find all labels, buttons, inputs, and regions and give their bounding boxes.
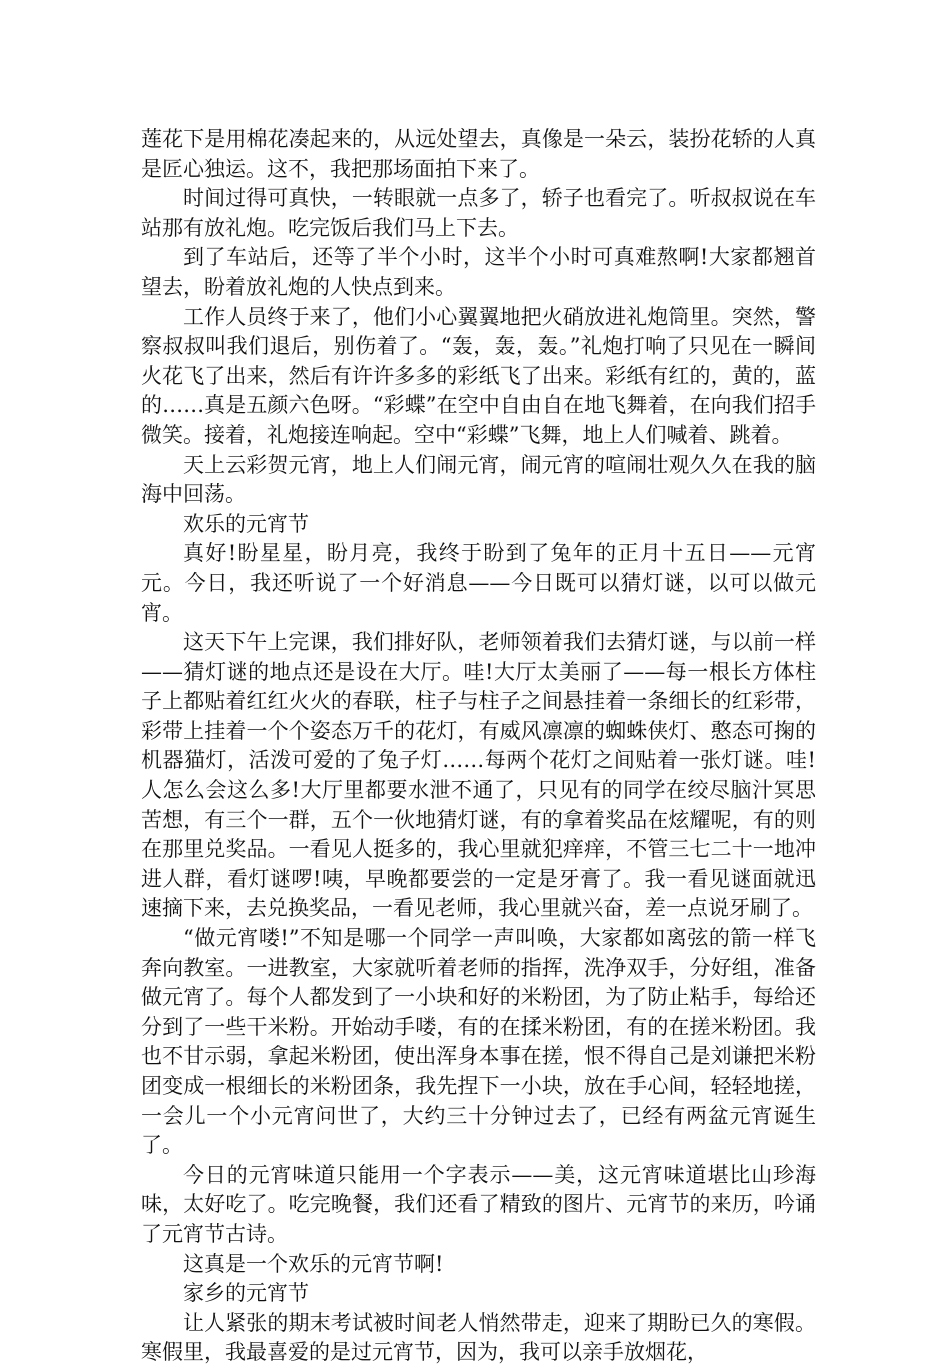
paragraph: 这天下午上完课，我们排好队，老师领着我们去猜灯谜，与以前一样——猜灯谜的地点还是设在大厅。哇!大厅太美丽了——每一根长方体柱子上都贴着红红火火的春联，柱子与柱子之间悬挂着一条细长的红彩带，彩带上挂着一个个姿态万千的花灯，有威风凛凛的蜘蛛侠灯、憨态可掬的机器猫灯，活泼可爱的了兔子灯……每两个花灯之间贴着一张灯谜。哇!人怎么会这么多!大厅里都要水泄不通了，只见有的同学在绞尽脑汁冥思苦想，有三个一群，五个一伙地猜灯谜，有的拿着奖品在炫耀呢，有的则在那里兑奖品。一看见人挺多的，我心里就犯痒痒，不管三七二十一地冲进人群，看灯谜啰!咦，早晚都要尝的一定是牙膏了。我一看见谜面就迅速摘下来，去兑换奖品，一看见老师，我心里就兴奋，差一点说牙刷了。 [141,630,816,921]
paragraph: “做元宵喽!”不知是哪一个同学一声叫唤，大家都如离弦的箭一样飞奔向教室。一进教室，大家就听着老师的指挥，洗净双手，分好组，准备做元宵了。每个人都发到了一小块和好的米粉团，为了防止粘手，每给还分到了一些干米粉。开始动手喽，有的在揉米粉团，有的在搓米粉团。我也不甘示弱，拿起米粉团，使出浑身本事在搓，恨不得自己是刘谦把米粉团变成一根细长的米粉团条，我先捏下一小块，放在手心间，轻轻地搓，一会儿一个小元宵问世了，大约三十分钟过去了，已经有两盆元宵诞生了。 [141,926,816,1158]
paragraph: 今日的元宵味道只能用一个字表示——美，这元宵味道堪比山珍海味，太好吃了。吃完晚餐，我们还看了精致的图片、元宵节的来历，吟诵了元宵节古诗。 [141,1162,816,1246]
paragraph: 让人紧张的期末考试被时间老人悄然带走，迎来了期盼已久的寒假。寒假里，我最喜爱的是过元宵节，因为，我可以亲手放烟花， [141,1310,816,1365]
document-page [141,125,816,1368]
section-heading: 家乡的元宵节 [183,1281,309,1306]
paragraph: 真好!盼星星，盼月亮，我终于盼到了兔年的正月十五日——元宵元。今日，我还听说了一个好消息——今日既可以猜灯谜，以可以做元宵。 [141,541,816,625]
paragraph: 天上云彩贺元宵，地上人们闹元宵，闹元宵的喧闹壮观久久在我的脑海中回荡。 [141,452,816,507]
section-heading: 欢乐的元宵节 [183,511,309,536]
paragraph: 到了车站后，还等了半个小时，这半个小时可真难熬啊!大家都翘首望去，盼着放礼炮的人快点到来。 [141,245,816,299]
paragraph-continuation: 莲花下是用棉花凑起来的，从远处望去，真像是一朵云，装扮花轿的人真是匠心独运。这不，我把那场面拍下来了。 [141,127,816,181]
paragraph: 工作人员终于来了，他们小心翼翼地把火硝放进礼炮筒里。突然，警察叔叔叫我们退后，别伤着了。“轰，轰，轰。”礼炮打响了只见在一瞬间火花飞了出来，然后有许许多多的彩纸飞了出来。彩纸有红的，黄的，蓝的……真是五颜六色呀。“彩蝶”在空中自由自在地飞舞着，在向我们招手微笑。接着，礼炮接连响起。空中“彩蝶”飞舞，地上人们喊着、跳着。 [141,304,816,447]
paragraph: 时间过得可真快，一转眼就一点多了，轿子也看完了。听叔叔说在车站那有放礼炮。吃完饭后我们马上下去。 [141,186,816,240]
paragraph: 这真是一个欢乐的元宵节啊! [183,1251,444,1276]
